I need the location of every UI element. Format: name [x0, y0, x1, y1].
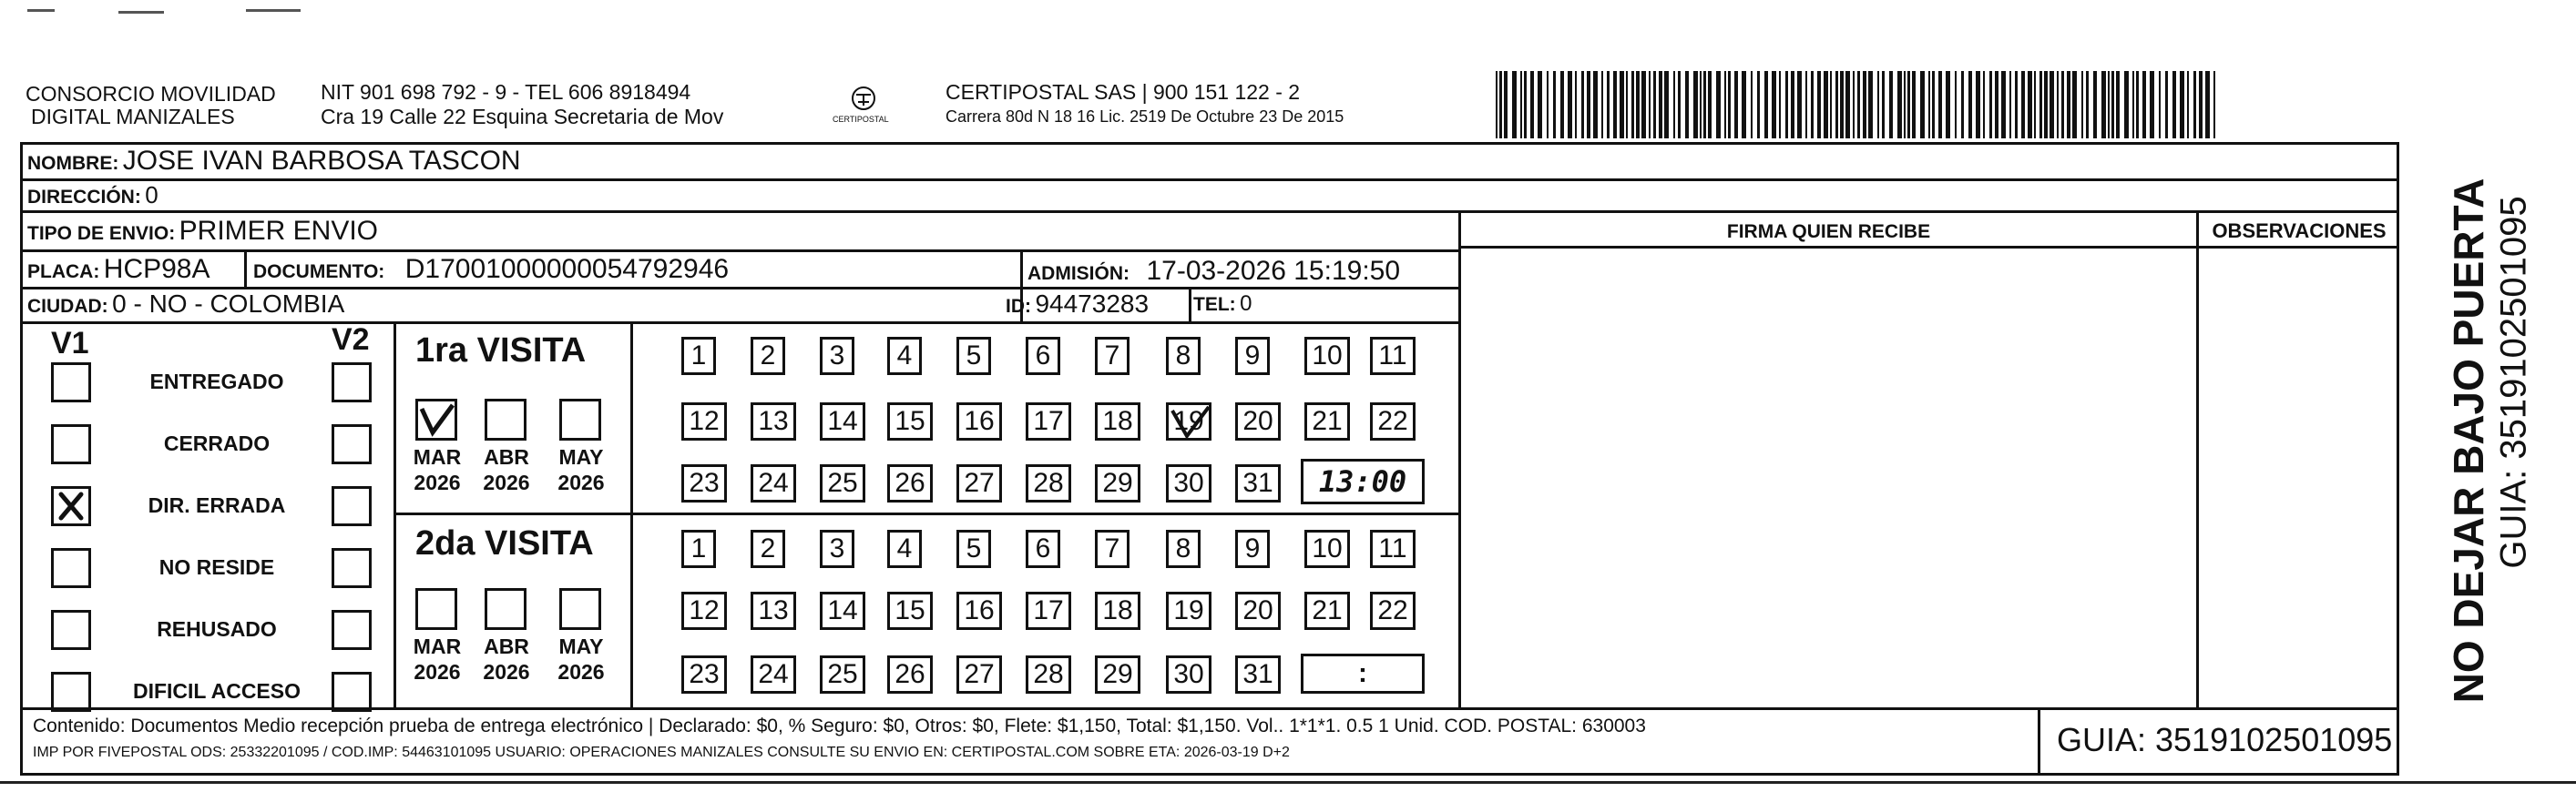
nombre-label: NOMBRE:	[27, 153, 119, 174]
first-visit-day-box[interactable]	[681, 402, 727, 441]
tipo-envio-field	[27, 216, 378, 247]
second-visit-day-box[interactable]	[681, 592, 727, 630]
day-number: 18	[1102, 595, 1133, 625]
second-visit-day-box[interactable]	[1026, 655, 1071, 694]
day-number: 17	[1033, 406, 1064, 436]
day-number: 13	[758, 406, 789, 436]
first-visit-day-box[interactable]	[681, 337, 716, 375]
bottom-edge-line	[0, 781, 2576, 784]
second-visit-day-box[interactable]	[956, 655, 1002, 694]
day-number: 14	[827, 595, 858, 625]
second-visit-day-box[interactable]	[751, 592, 796, 630]
first-visit-month-label	[479, 444, 534, 495]
status-label: DIFICIL ACCESO	[132, 679, 301, 703]
second-visit-time: :	[1358, 658, 1367, 688]
v2-checkbox[interactable]	[332, 362, 372, 402]
day-number: 21	[1312, 595, 1343, 625]
second-visit-day-box[interactable]	[820, 530, 854, 568]
second-visit-day-box[interactable]	[1095, 530, 1130, 568]
day-number: 22	[1377, 595, 1408, 625]
first-visit-day-box[interactable]	[751, 464, 796, 503]
documento-field	[253, 254, 729, 285]
v1-checkbox[interactable]	[51, 424, 91, 464]
tel-label: TEL:	[1193, 294, 1236, 315]
day-number: 7	[1104, 533, 1120, 564]
second-visit-day-box[interactable]	[956, 530, 991, 568]
first-visit-day-box[interactable]	[681, 464, 727, 503]
day-number: 15	[894, 595, 925, 625]
day-number: 24	[758, 468, 789, 498]
day-number: 20	[1242, 406, 1273, 436]
second-visit-day-box[interactable]	[751, 655, 796, 694]
first-visit-day-box[interactable]	[1095, 402, 1140, 441]
day-number: 21	[1312, 406, 1343, 436]
day-number: 11	[1378, 340, 1407, 371]
first-visit-day-box[interactable]	[1304, 337, 1350, 375]
day-number: 2	[760, 340, 776, 371]
status-label: CERRADO	[163, 432, 271, 455]
day-number: 31	[1242, 468, 1273, 498]
day-number: 8	[1175, 533, 1191, 564]
day-number: 2	[760, 533, 776, 564]
company-name-line1: CONSORCIO MOVILIDAD	[26, 82, 276, 106]
day-number: 12	[689, 595, 720, 625]
no-dejar-bajo-puerta: NO DEJAR BAJO PUERTA	[2445, 178, 2492, 704]
day-number: 5	[966, 340, 982, 371]
placa-label: PLACA:	[27, 261, 100, 282]
first-visit-day-box[interactable]	[820, 402, 865, 441]
direccion-field	[27, 181, 158, 209]
second-visit-day-box[interactable]	[1370, 530, 1416, 568]
second-visit-month-label	[479, 634, 534, 685]
day-number: 11	[1378, 533, 1407, 564]
day-number: 4	[896, 340, 913, 371]
second-visit-day-box[interactable]	[681, 655, 727, 694]
second-visit-month-label	[554, 634, 608, 685]
first-visit-day-box[interactable]	[820, 337, 854, 375]
first-visit-month-checkbox[interactable]	[415, 399, 457, 441]
first-visit-day-box[interactable]	[956, 402, 1002, 441]
day-number: 17	[1033, 595, 1064, 625]
second-visit-day-box[interactable]	[1304, 592, 1350, 630]
ciudad-value: 0 - NO - COLOMBIA	[112, 289, 345, 318]
check-mark-icon	[418, 401, 455, 438]
first-visit-day-box[interactable]	[1026, 337, 1060, 375]
day-number: 16	[964, 406, 995, 436]
day-number: 27	[964, 468, 995, 498]
second-visit-day-box[interactable]	[887, 592, 933, 630]
day-number: 28	[1033, 659, 1064, 689]
second-visit-day-box[interactable]	[820, 592, 865, 630]
second-visit-month-label	[410, 634, 465, 685]
tipo-envio-value: PRIMER ENVIO	[179, 216, 379, 246]
contenido-text: Contenido: Documentos Medio recepción prueba de entrega electrónico | Declarado: $0, % Seguro: $0, Otros: $0, Flete: $1,150, Total: $1,150. Vol.. 1*1*1. 0.5 1 Unid. COD. POSTAL: 630003	[33, 716, 1646, 736]
month-year: 2026	[557, 660, 605, 684]
first-visit-day-box[interactable]	[1095, 337, 1130, 375]
day-number: 30	[1173, 659, 1204, 689]
tipo-envio-label: TIPO DE ENVIO:	[27, 223, 176, 244]
first-visit-time: 13:00	[1318, 464, 1407, 499]
first-visit-time-box[interactable]	[1301, 459, 1425, 504]
admision-label: ADMISIÓN:	[1027, 263, 1130, 284]
second-visit-day-box[interactable]	[681, 530, 716, 568]
second-visit-title: 2da VISITA	[415, 524, 594, 563]
first-visit-day-box[interactable]	[820, 464, 865, 503]
second-visit-day-box[interactable]	[1235, 592, 1281, 630]
second-visit-day-box[interactable]	[887, 530, 922, 568]
second-visit-time-box[interactable]	[1301, 654, 1425, 694]
day-number: 16	[964, 595, 995, 625]
month-year: 2026	[483, 660, 530, 684]
day-number: 25	[827, 468, 858, 498]
day-number: 19	[1173, 406, 1204, 436]
first-visit-day-box[interactable]	[956, 464, 1002, 503]
status-label: REHUSADO	[157, 617, 277, 641]
certipostal-info: CERTIPOSTAL SAS | 900 151 122 - 2	[946, 80, 1301, 104]
tel-field	[1193, 291, 1252, 317]
day-number: 14	[827, 406, 858, 436]
day-number: 10	[1312, 533, 1343, 564]
company-name-line2: DIGITAL MANIZALES	[31, 105, 235, 128]
first-visit-day-box[interactable]	[751, 337, 785, 375]
first-visit-day-box[interactable]	[887, 464, 933, 503]
day-number: 26	[894, 468, 925, 498]
second-visit-day-box[interactable]	[1166, 592, 1211, 630]
month-name: MAY	[558, 635, 604, 658]
day-number: 22	[1377, 406, 1408, 436]
first-visit-month-label	[554, 444, 608, 495]
second-visit-day-box[interactable]	[751, 530, 785, 568]
day-number: 19	[1173, 595, 1204, 625]
nombre-value: JOSE IVAN BARBOSA TASCON	[122, 146, 521, 176]
direccion-label: DIRECCIÓN:	[27, 187, 141, 208]
admision-value: 17-03-2026 15:19:50	[1146, 256, 1401, 286]
certipostal-logo-text: CERTIPOSTAL	[833, 115, 889, 124]
day-number: 30	[1173, 468, 1204, 498]
direccion-value: 0	[145, 181, 158, 208]
month-name: ABR	[484, 635, 529, 658]
day-number: 10	[1312, 340, 1343, 371]
month-year: 2026	[483, 471, 530, 494]
v1-label: V1	[51, 326, 89, 360]
second-visit-day-box[interactable]	[1370, 592, 1416, 630]
first-visit-day-box[interactable]	[1026, 464, 1071, 503]
footer-guia: GUIA: 3519102501095	[2057, 721, 2393, 758]
v2-checkbox[interactable]	[332, 610, 372, 650]
v1-checkbox[interactable]	[51, 486, 91, 526]
second-visit-day-box[interactable]	[1026, 530, 1060, 568]
v2-checkbox[interactable]	[332, 424, 372, 464]
day-number: 4	[896, 533, 913, 564]
first-visit-day-box[interactable]	[887, 402, 933, 441]
second-visit-day-box[interactable]	[1026, 592, 1071, 630]
first-visit-day-box[interactable]	[1166, 337, 1201, 375]
status-label: ENTREGADO	[149, 370, 284, 393]
certipostal-license: Carrera 80d N 18 16 Lic. 2519 De Octubre 23 De 2015	[946, 107, 1344, 126]
id-value: 94473283	[1035, 289, 1150, 318]
second-visit-day-box[interactable]	[887, 655, 933, 694]
month-name: MAR	[413, 445, 462, 469]
first-visit-day-box[interactable]	[1235, 464, 1281, 503]
month-name: ABR	[484, 445, 529, 469]
tel-value: 0	[1240, 291, 1252, 316]
day-number: 5	[966, 533, 982, 564]
ciudad-label: CIUDAD:	[27, 296, 108, 317]
second-visit-day-box[interactable]	[1166, 530, 1201, 568]
imp-text: IMP POR FIVEPOSTAL ODS: 25332201095 / COD.IMP: 54463101095 USUARIO: OPERACIONES MANIZALES CONSULTE SU ENVIO EN: CERTIPOSTAL.COM SOBRE ETA: 2026-03-19 D+2	[33, 745, 1290, 760]
day-number: 23	[689, 659, 720, 689]
day-number: 6	[1035, 340, 1051, 371]
first-visit-day-box[interactable]	[1304, 402, 1350, 441]
first-visit-day-box[interactable]	[1026, 402, 1071, 441]
placa-value: HCP98A	[103, 254, 210, 284]
second-visit-day-box[interactable]	[1304, 530, 1350, 568]
day-number: 26	[894, 659, 925, 689]
second-visit-day-box[interactable]	[1235, 530, 1270, 568]
barcode	[1494, 71, 2223, 138]
day-number: 18	[1102, 406, 1133, 436]
day-number: 3	[829, 340, 845, 371]
day-number: 1	[690, 533, 707, 564]
id-field	[1006, 289, 1149, 319]
v2-checkbox[interactable]	[332, 486, 372, 526]
first-visit-day-box[interactable]	[1235, 402, 1281, 441]
day-number: 31	[1242, 659, 1273, 689]
id-label: ID:	[1006, 296, 1031, 317]
first-visit-day-box[interactable]	[751, 402, 796, 441]
day-number: 15	[894, 406, 925, 436]
first-visit-month-label	[410, 444, 465, 495]
nombre-field	[27, 146, 521, 177]
v2-label: V2	[332, 322, 370, 357]
day-number: 12	[689, 406, 720, 436]
first-visit-month-checkbox[interactable]	[485, 399, 526, 441]
firma-header: FIRMA QUIEN RECIBE	[1726, 221, 1931, 242]
company-address: Cra 19 Calle 22 Esquina Secretaria de Mov	[321, 105, 724, 128]
month-year: 2026	[557, 471, 605, 494]
day-number: 9	[1244, 340, 1261, 371]
observaciones-header: OBSERVACIONES	[2212, 219, 2387, 242]
ciudad-field	[27, 289, 344, 319]
first-visit-day-box[interactable]	[1166, 464, 1211, 503]
v2-checkbox[interactable]	[332, 672, 372, 712]
x-mark-icon	[54, 489, 88, 523]
second-visit-day-box[interactable]	[1095, 592, 1140, 630]
first-visit-month-checkbox[interactable]	[559, 399, 601, 441]
month-year: 2026	[414, 471, 461, 494]
day-number: 9	[1244, 533, 1261, 564]
day-number: 20	[1242, 595, 1273, 625]
v1-checkbox[interactable]	[51, 362, 91, 402]
second-visit-month-checkbox[interactable]	[485, 588, 526, 630]
day-number: 23	[689, 468, 720, 498]
month-year: 2026	[414, 660, 461, 684]
first-visit-title: 1ra VISITA	[415, 331, 587, 370]
day-number: 24	[758, 659, 789, 689]
placa-field	[27, 254, 210, 285]
first-visit-day-box[interactable]	[1370, 337, 1416, 375]
first-visit-day-box[interactable]	[956, 337, 991, 375]
second-visit-day-box[interactable]	[1095, 655, 1140, 694]
status-label: DIR. ERRADA	[148, 493, 286, 517]
admision-field	[1027, 256, 1400, 287]
day-number: 25	[827, 659, 858, 689]
documento-value: D17001000000054792946	[404, 254, 730, 284]
certipostal-logo	[827, 82, 900, 137]
documento-label: DOCUMENTO:	[253, 261, 385, 282]
status-label: NO RESIDE	[158, 555, 275, 579]
day-number: 29	[1102, 468, 1133, 498]
day-number: 29	[1102, 659, 1133, 689]
day-number: 6	[1035, 533, 1051, 564]
v2-checkbox[interactable]	[332, 548, 372, 588]
day-number: 13	[758, 595, 789, 625]
v1-checkbox[interactable]	[51, 610, 91, 650]
second-visit-day-box[interactable]	[1235, 655, 1281, 694]
first-visit-day-box[interactable]	[1166, 402, 1211, 441]
day-number: 7	[1104, 340, 1120, 371]
day-number: 28	[1033, 468, 1064, 498]
v1-checkbox[interactable]	[51, 672, 91, 712]
day-number: 3	[829, 533, 845, 564]
second-visit-month-checkbox[interactable]	[559, 588, 601, 630]
month-name: MAR	[413, 635, 462, 658]
day-check-mark-icon	[1169, 405, 1211, 442]
v1-checkbox[interactable]	[51, 548, 91, 588]
first-visit-day-box[interactable]	[1235, 337, 1270, 375]
day-number: 1	[690, 340, 707, 371]
side-guia: GUIA: 3519102501095	[2493, 196, 2534, 569]
second-visit-day-box[interactable]	[820, 655, 865, 694]
day-number: 27	[964, 659, 995, 689]
first-visit-day-box[interactable]	[887, 337, 922, 375]
second-visit-month-checkbox[interactable]	[415, 588, 457, 630]
month-name: MAY	[558, 445, 604, 469]
first-visit-day-box[interactable]	[1370, 402, 1416, 441]
first-visit-day-box[interactable]	[1095, 464, 1140, 503]
day-number: 8	[1175, 340, 1191, 371]
company-nit: NIT 901 698 792 - 9 - TEL 606 8918494	[321, 80, 691, 104]
second-visit-day-box[interactable]	[1166, 655, 1211, 694]
top-scratch-marks	[27, 9, 310, 15]
second-visit-day-box[interactable]	[956, 592, 1002, 630]
